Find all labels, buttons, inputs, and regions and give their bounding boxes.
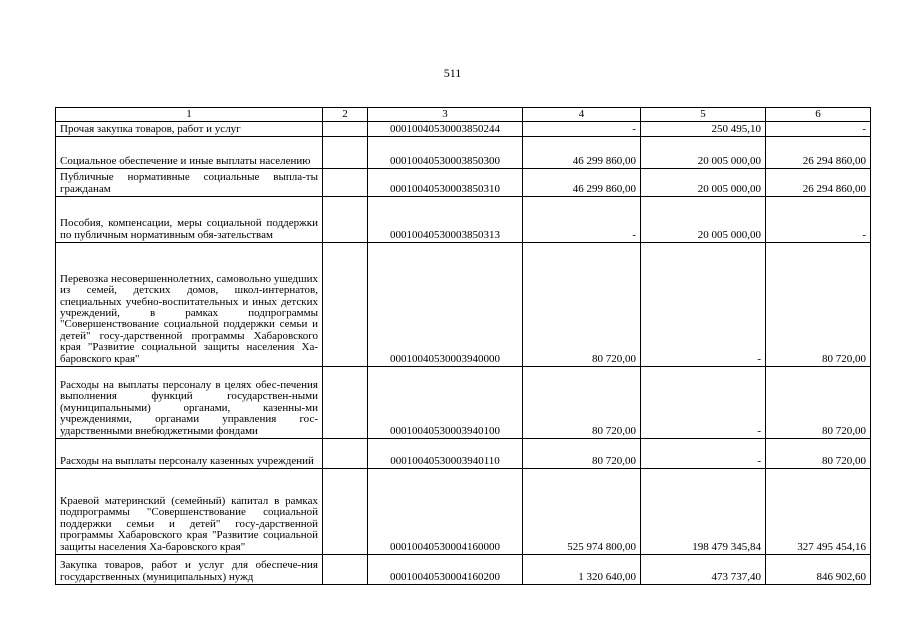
row-value-5: 473 737,40 (641, 555, 766, 585)
row-description: Прочая закупка товаров, работ и услуг (56, 122, 323, 137)
row-code: 00010040530003940000 (368, 243, 523, 367)
row-column-2 (323, 137, 368, 169)
row-value-5: 20 005 000,00 (641, 169, 766, 197)
row-value-4: 80 720,00 (523, 439, 641, 469)
budget-table (55, 107, 871, 585)
row-value-4: 1 320 640,00 (523, 555, 641, 585)
column-header: 2 (323, 108, 368, 122)
table-row (56, 122, 871, 137)
row-description: Перевозка несовершеннолетних, самовольно ушедших из семей, детских домов, школ-интернатов, специальных учебно-воспитательных и иных детских учреждений, в рамках подпрограммы "Совершенствование социальной поддержки семьи и детей" госу-дарственной программы Хабаровского края "Развитие социальной защиты населения Ха-баровского края" (56, 243, 323, 367)
column-header: 6 (766, 108, 871, 122)
column-header: 1 (56, 108, 323, 122)
row-description: Краевой материнский (семейный) капитал в рамках подпрограммы "Совершенствование социальной поддержки семьи и детей" госу-дарственной программы Хабаровского края "Развитие социальной защиты населения Ха-баровского края" (56, 469, 323, 555)
row-column-2 (323, 555, 368, 585)
row-value-5: 20 005 000,00 (641, 137, 766, 169)
table-row (56, 243, 871, 367)
row-value-4: 46 299 860,00 (523, 169, 641, 197)
table-row (56, 469, 871, 555)
row-description: Расходы на выплаты персоналу казенных учреждений (56, 439, 323, 469)
row-value-6: - (766, 197, 871, 243)
column-header: 3 (368, 108, 523, 122)
row-code: 00010040530003850310 (368, 169, 523, 197)
row-value-4: 80 720,00 (523, 243, 641, 367)
row-value-4: - (523, 197, 641, 243)
row-column-2 (323, 197, 368, 243)
row-value-5: - (641, 243, 766, 367)
row-description: Публичные нормативные социальные выпла-ты гражданам (56, 169, 323, 197)
table-row (56, 367, 871, 439)
row-description: Расходы на выплаты персоналу в целях обес-печения выполнения функций государствен-ными (муниципальными) органами, казенны-ми учреждениями, органами управления гос-ударственными внебюджетными фондами (56, 367, 323, 439)
row-code: 00010040530003940110 (368, 439, 523, 469)
row-code: 00010040530003940100 (368, 367, 523, 439)
row-value-6: - (766, 122, 871, 137)
table-row (56, 439, 871, 469)
page-number: 511 (443, 66, 462, 80)
row-value-4: 525 974 800,00 (523, 469, 641, 555)
row-value-6: 327 495 454,16 (766, 469, 871, 555)
row-value-6: 26 294 860,00 (766, 169, 871, 197)
row-value-6: 80 720,00 (766, 367, 871, 439)
row-code: 00010040530003850313 (368, 197, 523, 243)
row-column-2 (323, 243, 368, 367)
column-header: 4 (523, 108, 641, 122)
row-value-5: 250 495,10 (641, 122, 766, 137)
row-column-2 (323, 122, 368, 137)
table-row (56, 197, 871, 243)
row-value-5: 20 005 000,00 (641, 197, 766, 243)
row-value-6: 80 720,00 (766, 243, 871, 367)
row-column-2 (323, 169, 368, 197)
row-column-2 (323, 469, 368, 555)
row-code: 00010040530004160200 (368, 555, 523, 585)
row-description: Социальное обеспечение и иные выплаты населению (56, 137, 323, 169)
row-code: 00010040530003850244 (368, 122, 523, 137)
row-value-5: - (641, 367, 766, 439)
row-description: Закупка товаров, работ и услуг для обеспече-ния государственных (муниципальных) нужд (56, 555, 323, 585)
table-row (56, 169, 871, 197)
row-code: 00010040530003850300 (368, 137, 523, 169)
column-header: 5 (641, 108, 766, 122)
row-value-6: 80 720,00 (766, 439, 871, 469)
table-row (56, 137, 871, 169)
row-value-4: 80 720,00 (523, 367, 641, 439)
row-value-4: 46 299 860,00 (523, 137, 641, 169)
table-header-row (56, 108, 871, 122)
row-value-6: 26 294 860,00 (766, 137, 871, 169)
row-column-2 (323, 439, 368, 469)
row-value-5: 198 479 345,84 (641, 469, 766, 555)
row-description: Пособия, компенсации, меры социальной поддержки по публичным нормативным обя-зательствам (56, 197, 323, 243)
row-value-4: - (523, 122, 641, 137)
table-row (56, 555, 871, 585)
row-value-5: - (641, 439, 766, 469)
row-value-6: 846 902,60 (766, 555, 871, 585)
row-code: 00010040530004160000 (368, 469, 523, 555)
row-column-2 (323, 367, 368, 439)
